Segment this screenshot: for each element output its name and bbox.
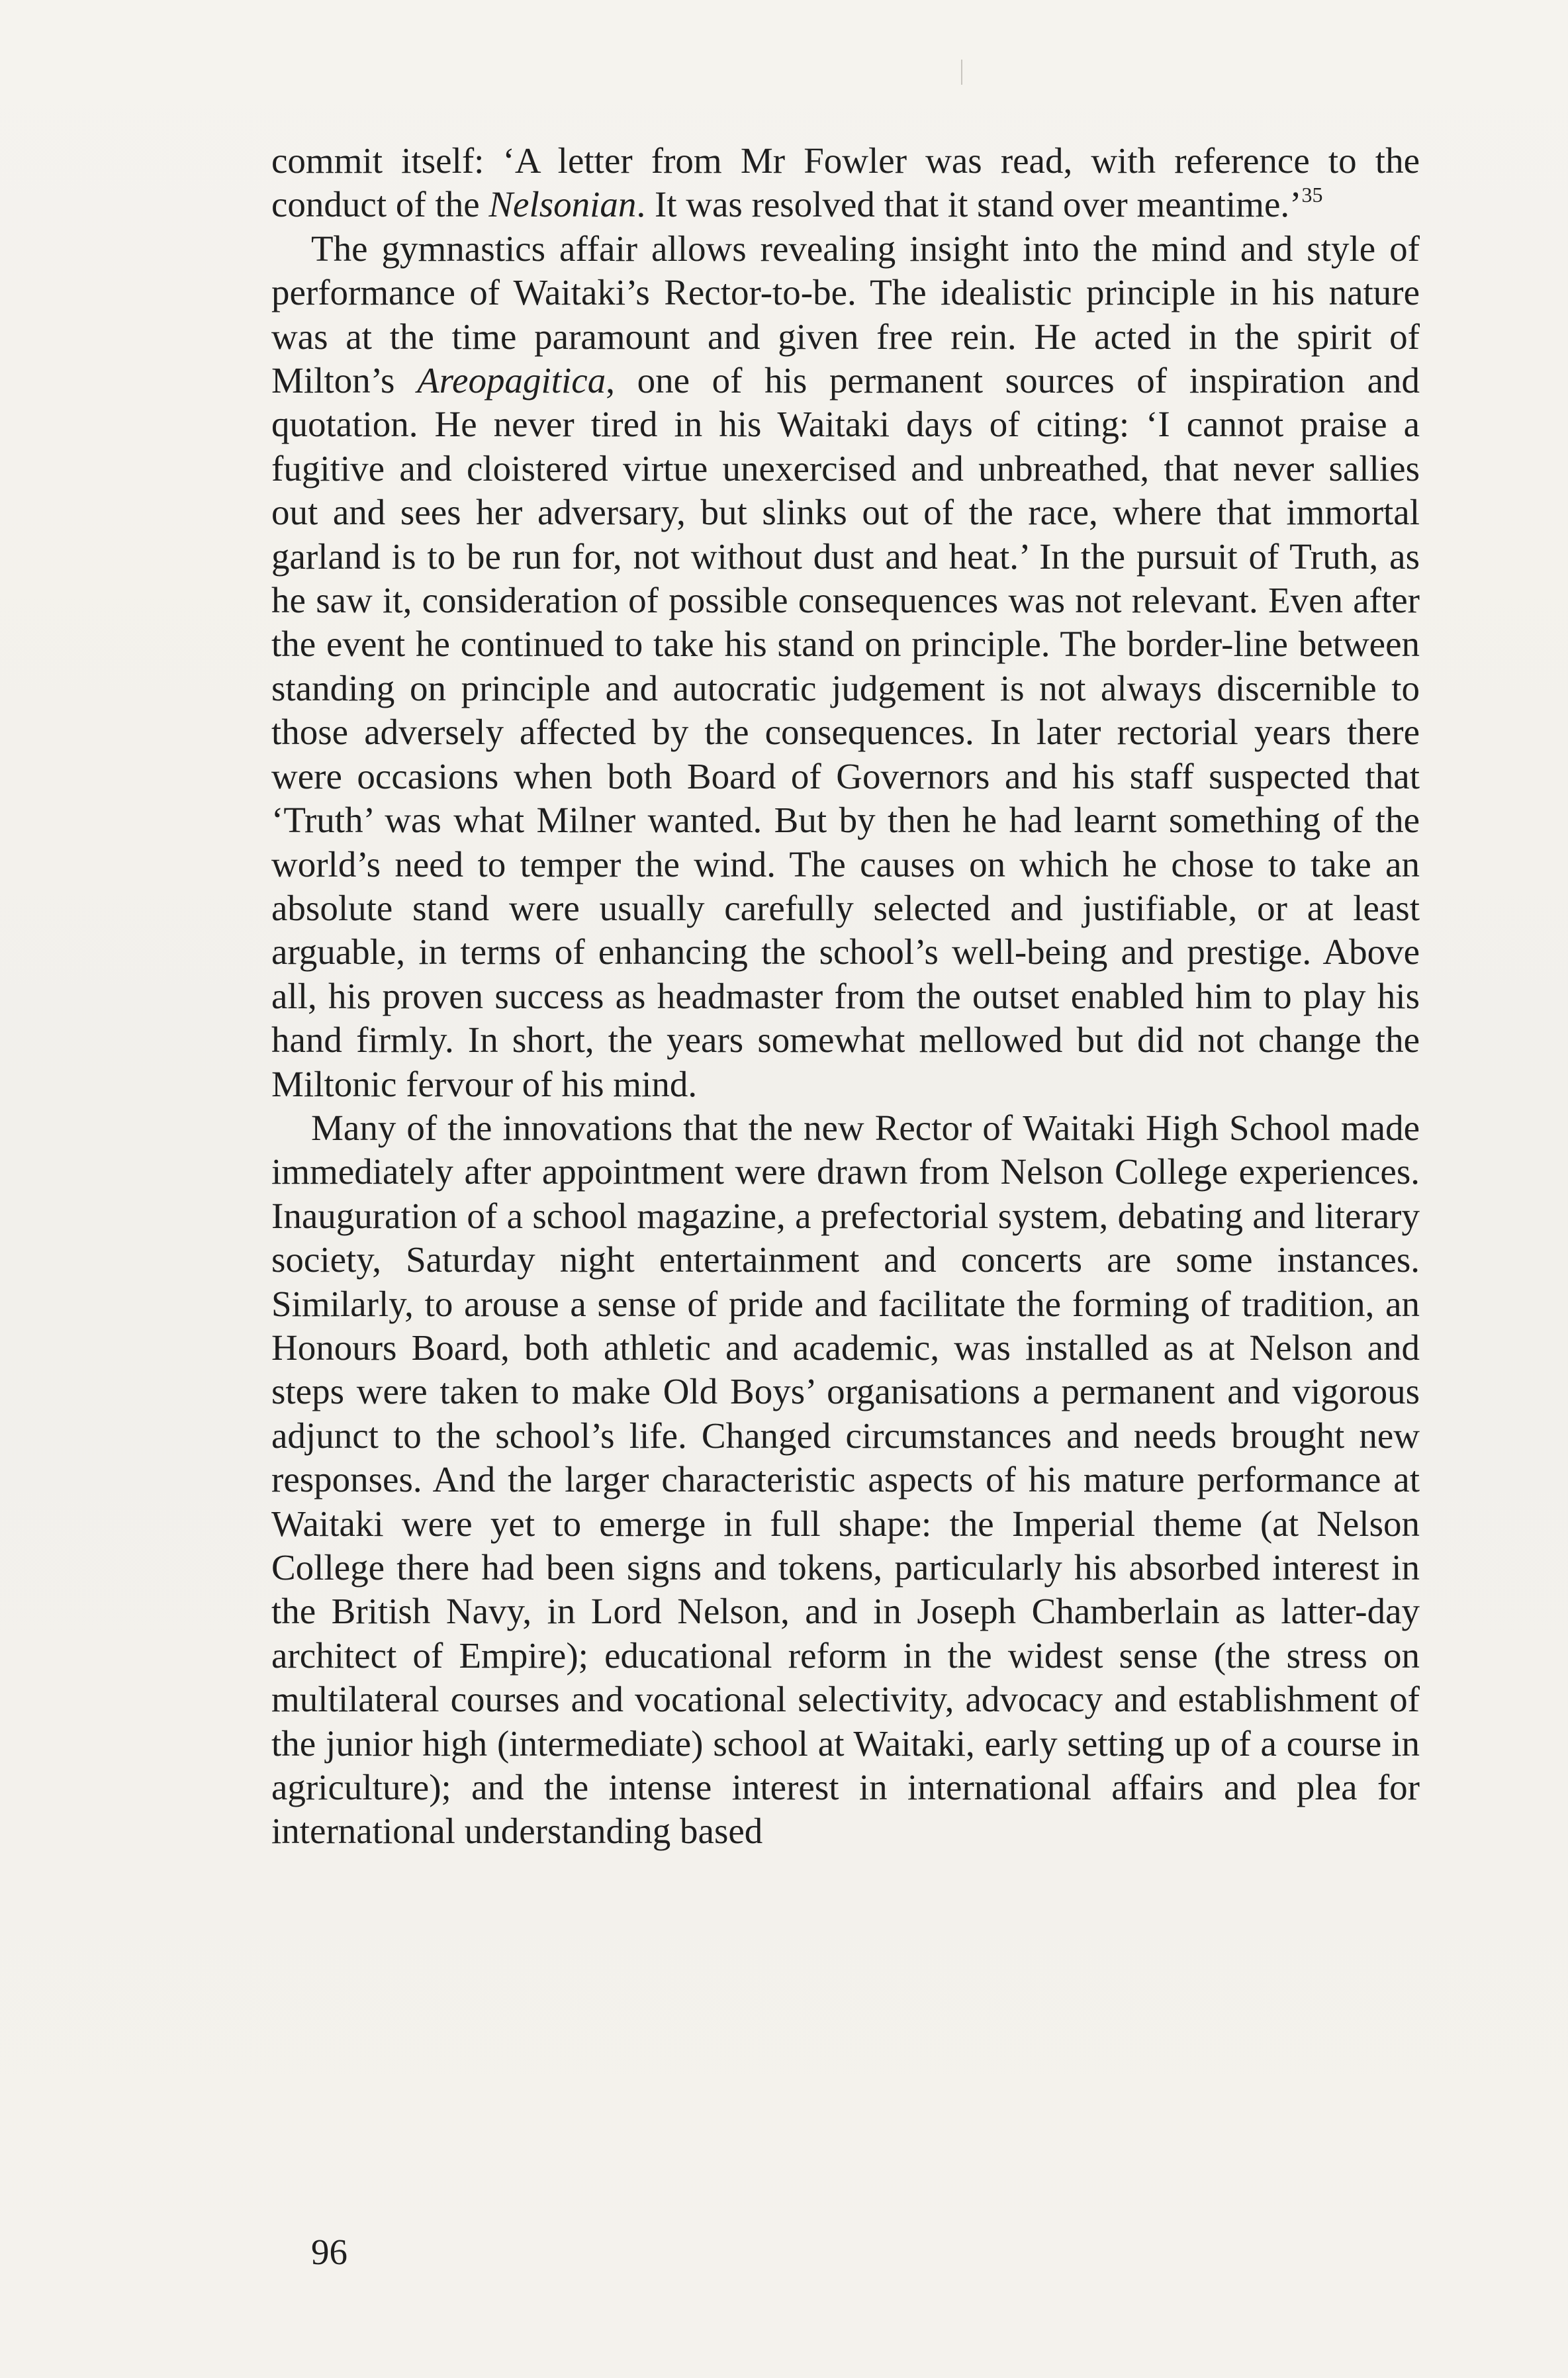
text-run: commit itself: ‘A letter from Mr Fowler was read, with reference to the conduct of the bbox=[271, 140, 1420, 225]
italic-title: Nelsonian bbox=[488, 184, 637, 225]
text-run: Many of the innovations that the new Rector of Waitaki High School made immediately after appointment were drawn from Nelson College experiences. Inauguration of a school magazine, a prefectorial system, debating and literary society, Saturday night entertainment and concerts are some instances. Similarly, to arouse a sense of pride and facilitate the forming of tradition, an Honours Board, both athletic and academic, was installed as at Nelson and steps were taken to make Old Boys’ organisations a permanent and vigorous adjunct to the school’s life. Changed circumstances and needs brought new responses. And the larger characteristic aspects of his mature performance at Waitaki were yet to emerge in full shape: the Imperial theme (at Nelson College there had been signs and tokens, particularly his absorbed interest in the British Navy, in Lord Nelson, and in Joseph Chamberlain as latter-day architect of Empire); educational reform in the widest sense (the stress on multilateral courses and vocational selectivity, advocacy and establishment of the junior high (intermediate) school at Waitaki, early setting up of a course in agriculture); and the intense interest in international affairs and plea for international understanding based bbox=[271, 1107, 1420, 1852]
paragraph bbox=[271, 1106, 1420, 1854]
text-run: , one of his permanent sources of inspiration and quotation. He never tired in his Waitaki days of citing: ‘I cannot praise a fugitive and cloistered virtue unexercised and unbreathed, that never sallies out and sees her adversary, but slinks out of the race, where that immortal garland is to be run for, not without dust and heat.’ In the pursuit of Truth, as he saw it, consideration of possible consequences was not relevant. Even after the event he continued to take his stand on principle. The border-line between standing on principle and autocratic judgement is not always discernible to those adversely affected by the consequences. In later rectorial years there were occasions when both Board of Governors and his staff suspected that ‘Truth’ was what Milner wanted. But by then he had learnt something of the world’s need to temper the wind. The causes on which he chose to take an absolute stand were usually carefully selected and justifiable, or at least arguable, in terms of enhancing the school’s well-being and prestige. Above all, his proven success as headmaster from the outset enabled him to play his hand firmly. In short, the years somewhat mellowed but did not change the Miltonic fervour of his mind. bbox=[271, 360, 1420, 1104]
text-run: The gymnastics affair allows revealing insight into the mind and style of performance of Waitaki’s Rector-to-be. The idealistic principle in his nature was at the time paramount and given free rein. He acted in the spirit of Milton’s bbox=[271, 228, 1420, 401]
scan-mark bbox=[961, 60, 962, 85]
italic-title: Areopagitica bbox=[417, 360, 606, 401]
footnote-ref: 35 bbox=[1301, 183, 1323, 207]
text-run: . It was resolved that it stand over meantime.’ bbox=[636, 184, 1302, 225]
page-number: 96 bbox=[311, 2232, 347, 2272]
body-text bbox=[271, 139, 1420, 1854]
paragraph bbox=[271, 227, 1420, 1106]
paragraph bbox=[271, 139, 1420, 227]
